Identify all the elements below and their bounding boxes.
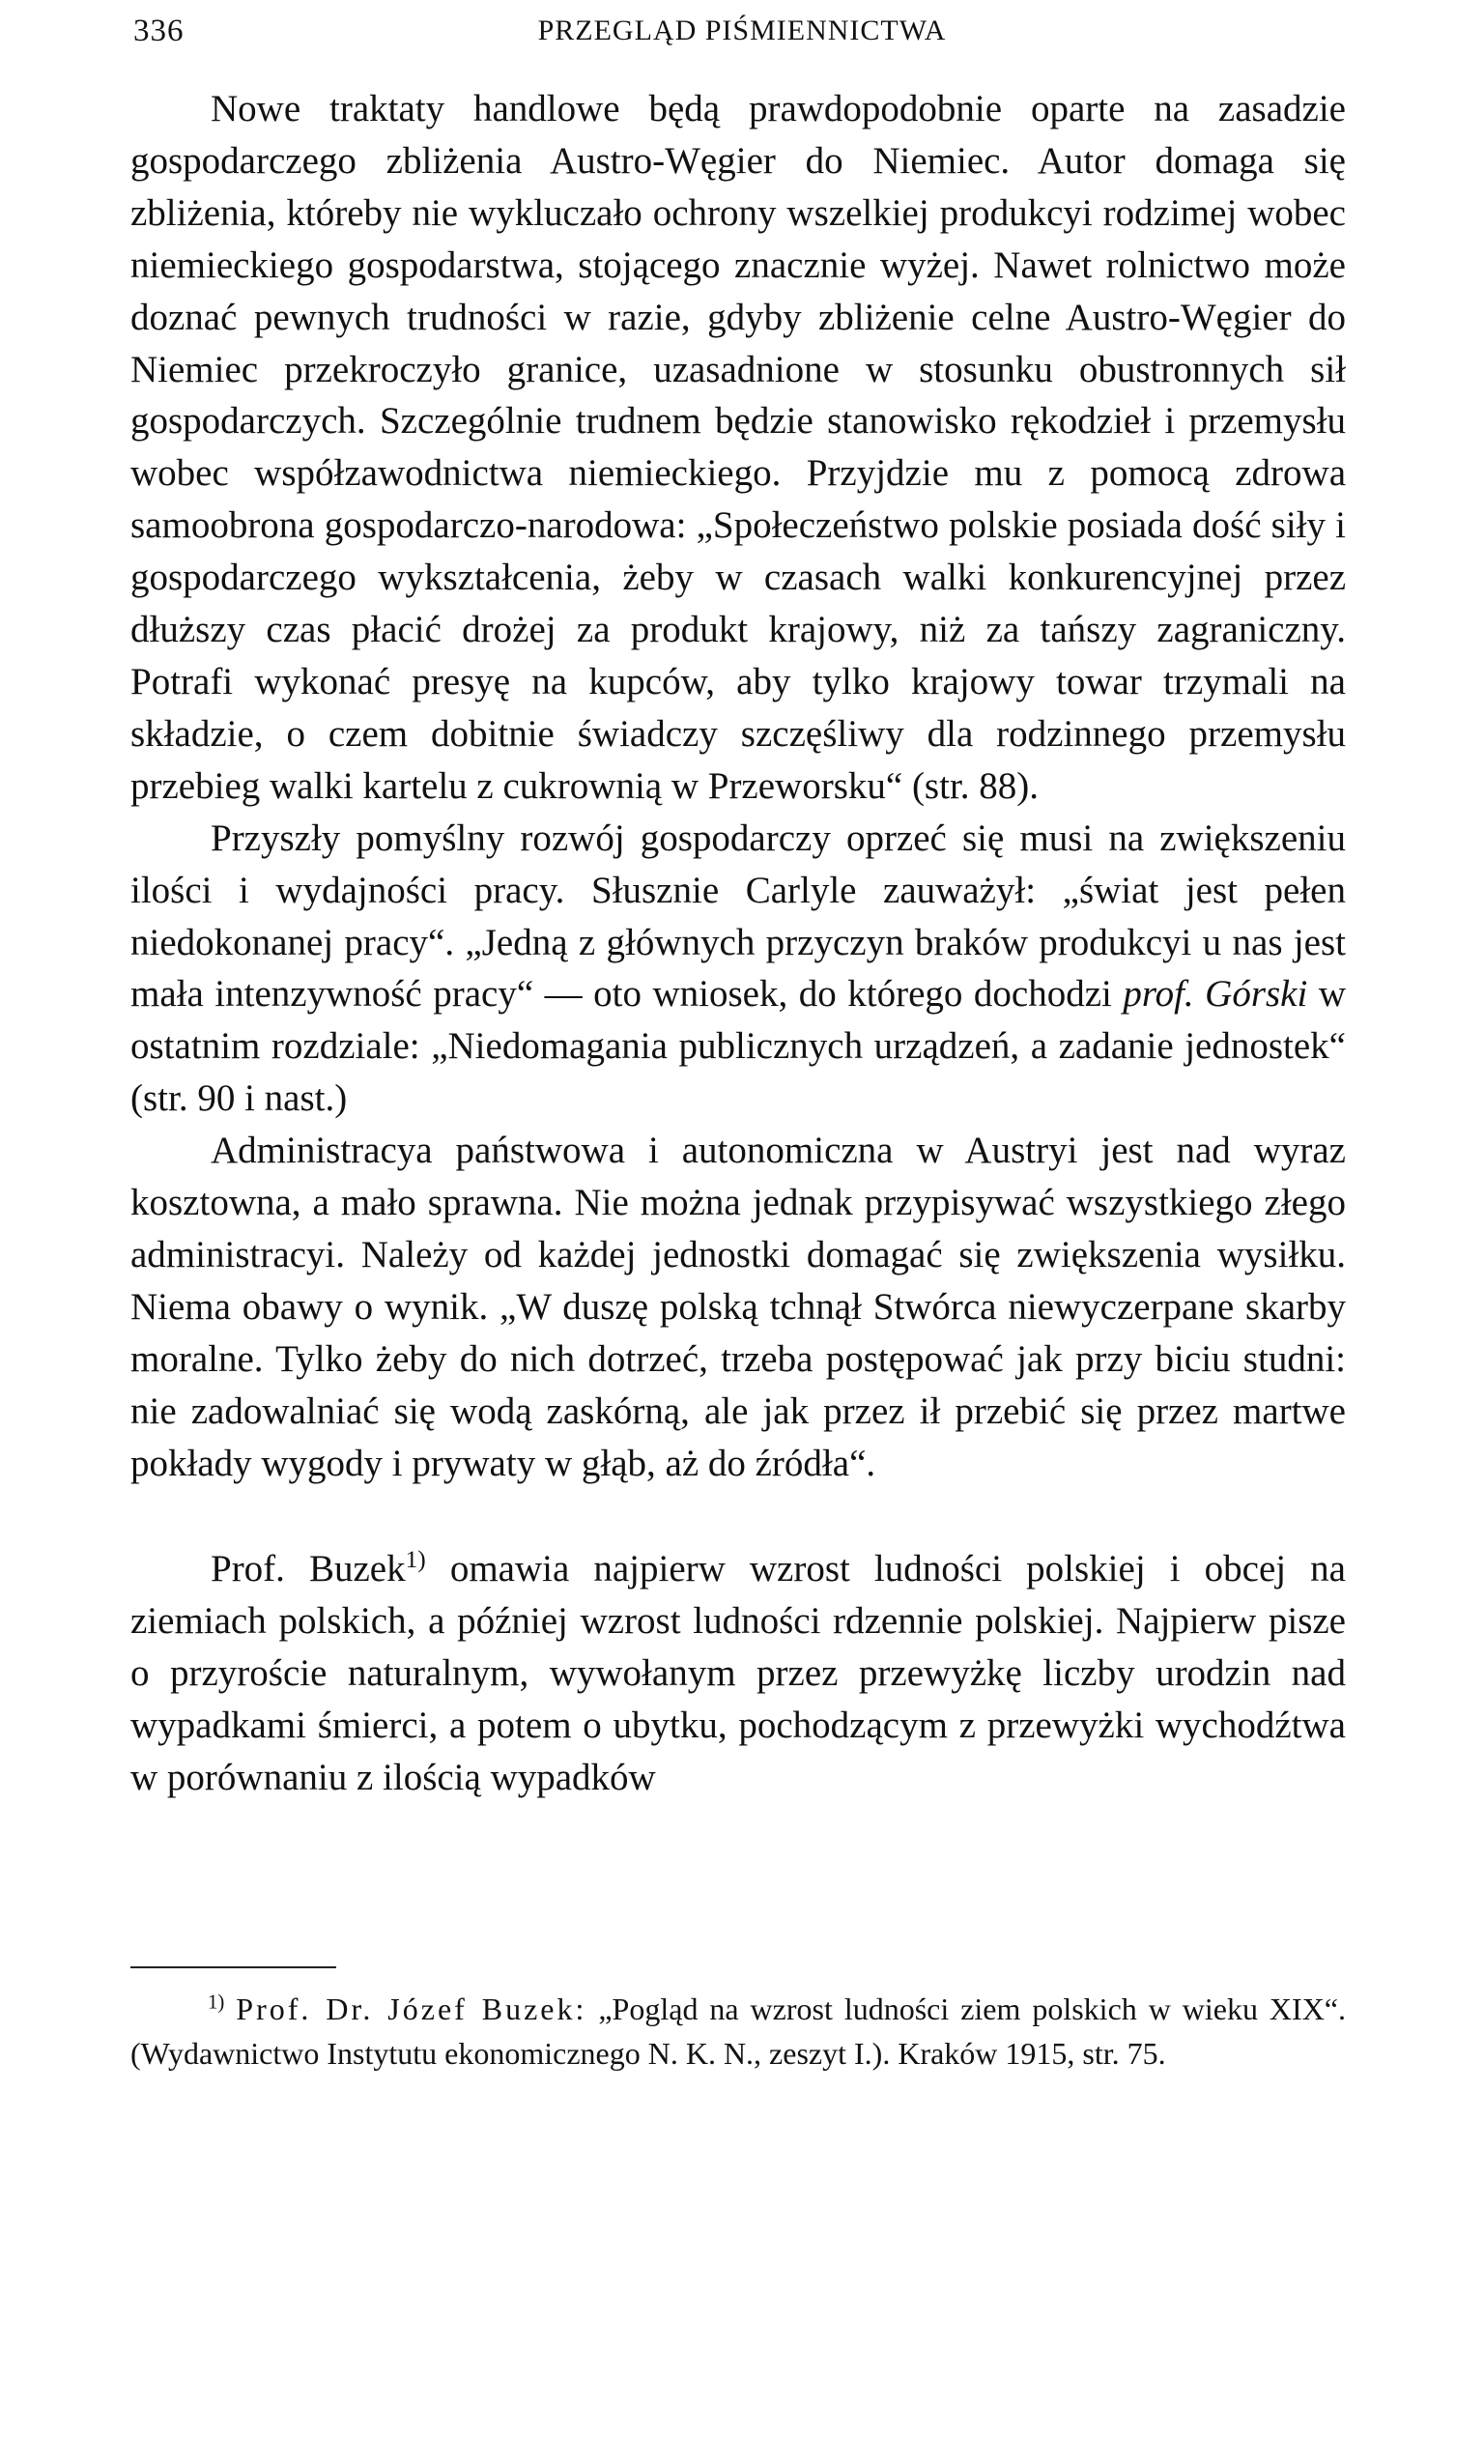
paragraph-buzek — [130, 1543, 1346, 1804]
author-name-gorski: prof. Górski — [1123, 973, 1308, 1016]
paragraph-trade-treaties — [130, 83, 1346, 813]
footnote-text: „Pogląd na wzrost ludności ziem polskich w wieku XIX“. (Wydawnictwo Instytutu ekonomicznego N. K. N., zeszyt I.). Kraków 1915, str. 75. — [130, 1991, 1347, 2071]
footnote-divider — [130, 1966, 336, 1968]
main-text — [130, 83, 1346, 1804]
page-number: 336 — [133, 14, 185, 48]
paragraph-text: Administracya państwowa i autonomiczna w Austryi jest nad wyraz kosztowna, a mało sprawna. Nie można jednak przypisywać wszystkiego złego administracyi. Należy od każdej jednostki domagać się zwiększenia wysiłku. Niema obawy o wynik. „W duszę polską tchnął Stwórca niewyczerpane skarby moralne. Tylko żeby do nich dotrzeć, trzeba postępować jak przy biciu studni: nie zadowalniać się wodą zaskórną, ale jak przez ił przebić się przez martwe pokłady wygody i prywaty w głąb, aż do źródła“. — [130, 1130, 1346, 1484]
running-title: PRZEGLĄD PIŚMIENNICTWA — [537, 14, 947, 46]
paragraph-text: Przyszły pomyślny rozwój gospodarczy oprzeć się musi na zwiększeniu ilości i wydajności pracy. Słusznie Carlyle zauważył: „świat jest pełen niedokonanej pracy“. „Jedną z głównych przyczyn braków produkcyi u nas jest mała intenzywność pracy“ — oto wniosek, do którego dochodzi — [130, 817, 1346, 1016]
footnote — [130, 1987, 1346, 2076]
footnote-marker: 1) — [208, 1991, 225, 2014]
paragraph-economic-development — [130, 813, 1346, 1125]
paragraph-text: omawia najpierw wzrost ludności polskiej i obcej na ziemiach polskich, a później wzrost ludności rdzennie polskiej. Najpierw pisze o przyroście naturalnym, wywołanym przez przewyżkę liczby urodzin nad wypadkami śmierci, a potem o ubytku, pochodzącym z przewyżki wychodźtwa w porównaniu z ilością wypadków — [130, 1548, 1346, 1799]
footnote-reference: 1) — [405, 1546, 426, 1574]
page-header — [133, 12, 1351, 50]
paragraph-text: w ostatnim rozdziale: „Niedomagania publicznych urządzeń, a zadanie jednostek“ (str. 90 i nast.) — [130, 973, 1346, 1120]
paragraph-text: Nowe traktaty handlowe będą prawdopodobnie oparte na zasadzie gospodarczego zbliżenia Austro-Węgier do Niemiec. Autor domaga się zbliżenia, któreby nie wykluczało ochrony wszelkiej produkcyi rodzimej wobec niemieckiego gospodarstwa, stojącego znacznie wyżej. Nawet rolnictwo może doznać pewnych trudności w razie, gdyby zbliżenie celne Austro-Węgier do Niemiec przekroczyło granice, uzasadnione w stosunku obustronnych sił gospodarczych. Szczególnie trudnem będzie stanowisko rękodzieł i przemysłu wobec współzawodnictwa niemieckiego. Przyjdzie mu z pomocą zdrowa samoobrona gospodarczo-narodowa: „Społeczeństwo polskie posiada dość siły i gospodarczego wykształcenia, żeby w czasach walki konkurencyjnej przez dłuższy czas płacić drożej za produkt krajowy, niż za tańszy zagraniczny. Potrafi wykonać presyę na kupców, aby tylko krajowy towar trzymali na składzie, o czem dobitnie świadczy szczęśliwy dla rodzinnego przemysłu przebieg walki kartelu z cukrownią w Przeworsku“ (str. 88). — [130, 88, 1346, 807]
paragraph-administration — [130, 1125, 1346, 1489]
paragraph-text: Prof. Buzek — [211, 1548, 406, 1590]
footnote-author: Prof. Dr. Józef Buzek: — [236, 1991, 587, 2026]
